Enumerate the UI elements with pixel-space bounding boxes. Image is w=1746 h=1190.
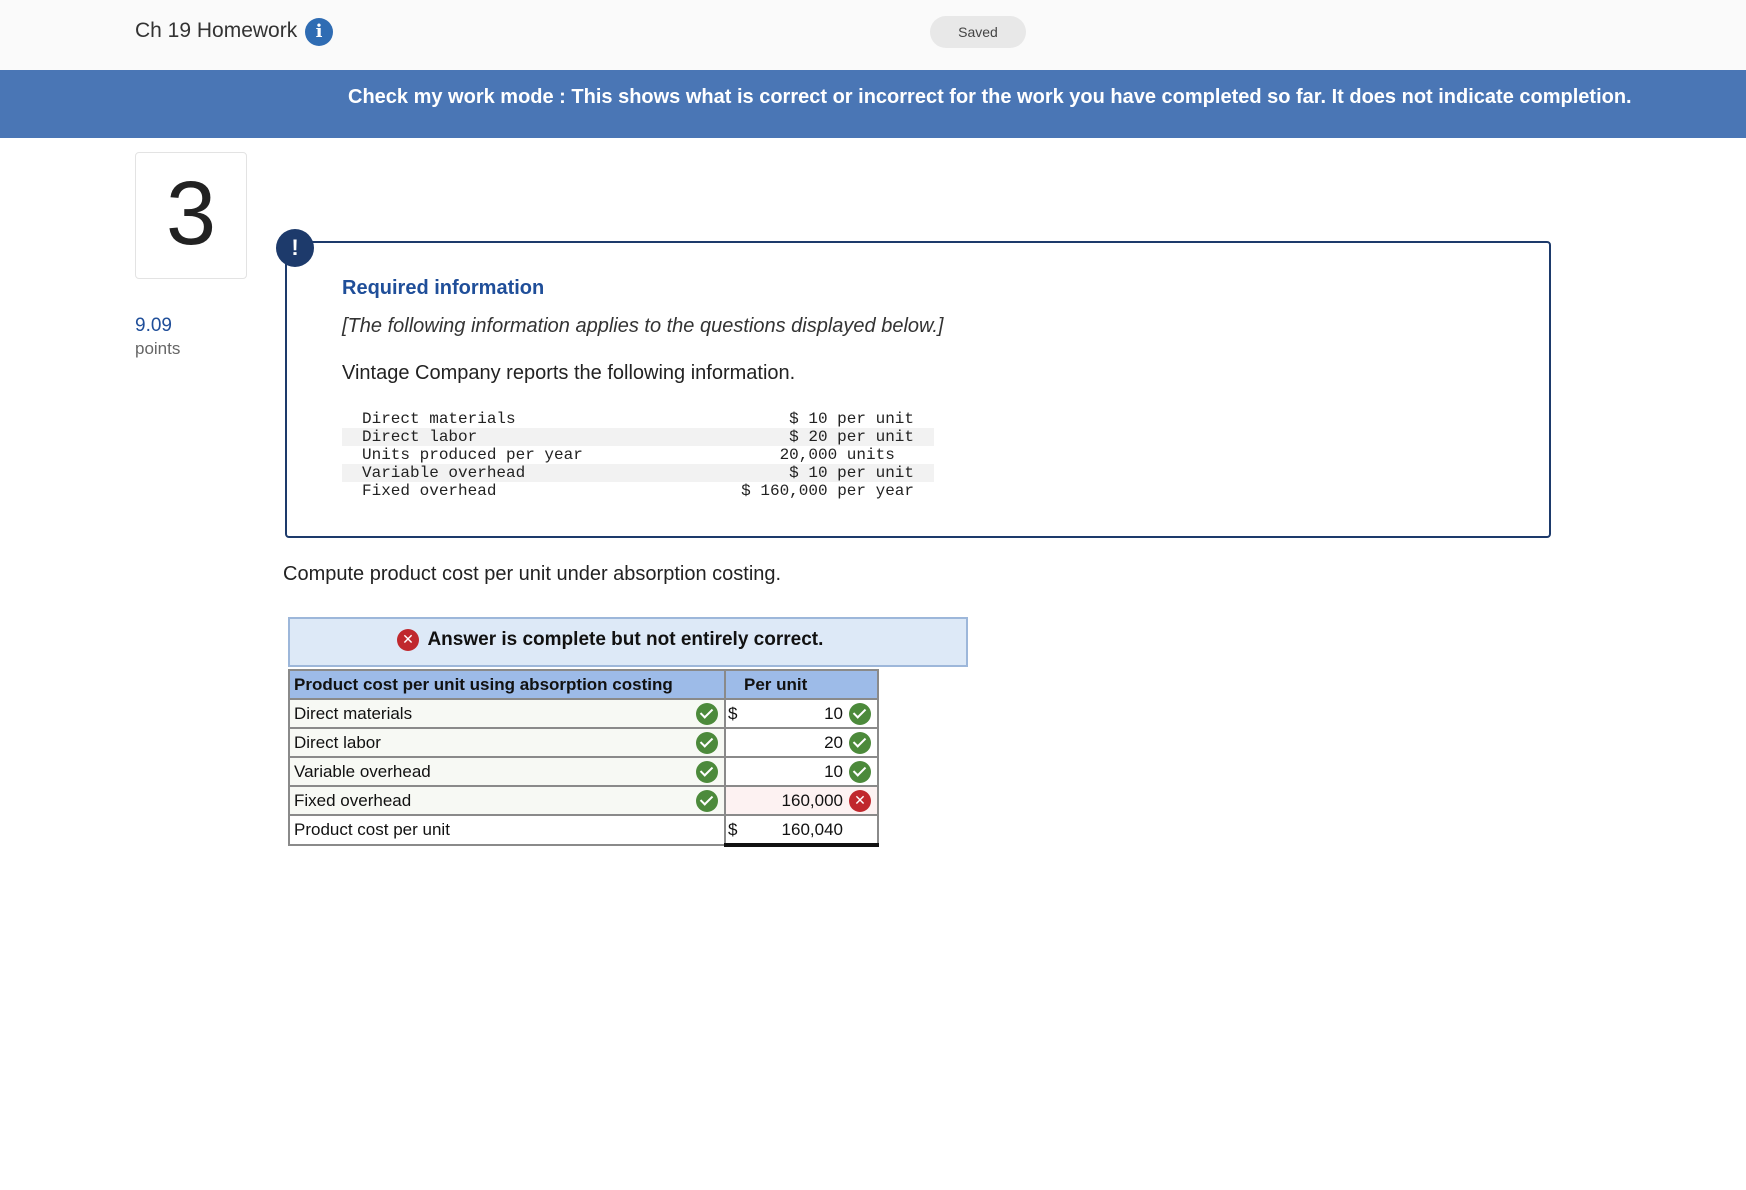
table-header-row [289,670,878,699]
value-input[interactable]: 10 [824,762,843,781]
value-input-cell[interactable] [725,699,878,728]
total-label: Product cost per unit [294,820,450,839]
info-row-value: $ 10 per unit [789,464,914,482]
info-row-value: 20,000 units [779,446,914,464]
row-label: Direct labor [294,733,381,752]
points-value: 9.09 [135,315,172,336]
row-label-cell[interactable] [289,757,725,786]
table-row [289,728,878,757]
table-total-row [289,815,878,845]
row-label-cell[interactable] [289,699,725,728]
info-row [342,446,934,464]
table-row [289,699,878,728]
column-header-per-unit: Per unit [725,670,878,699]
check-circle-icon [696,761,718,783]
points-label: points [135,339,181,358]
row-label: Fixed overhead [294,791,412,810]
value-input-cell[interactable] [725,728,878,757]
total-label-cell [289,815,725,845]
info-icon[interactable]: i [305,18,333,46]
check-circle-icon [696,703,718,725]
info-row-label: Direct materials [362,410,516,428]
assignment-title: Ch 19 Homework [135,19,298,42]
check-circle-icon [849,732,871,754]
check-my-work-banner [0,70,1746,138]
value-input[interactable]: 160,000 [781,791,843,810]
answer-result-banner [288,617,968,667]
value-input-cell[interactable] [725,757,878,786]
row-label: Variable overhead [294,762,431,781]
info-row [342,428,934,446]
question-number: 3 [165,164,217,264]
exclamation-icon: ! [276,229,314,267]
required-info-intro: Vintage Company reports the following information. [342,362,796,384]
required-info-title: Required information [342,277,545,299]
required-info-note: [The following information applies to the questions displayed below.] [342,315,944,337]
x-circle-icon: ✕ [849,790,871,812]
info-row [342,410,934,428]
info-row-value: $ 20 per unit [789,428,914,446]
currency-symbol: $ [728,820,738,839]
saved-status-badge: Saved [930,16,1026,48]
question-number-box [135,152,247,279]
info-row [342,482,934,500]
question-prompt: Compute product cost per unit under absorption costing. [283,563,782,585]
info-row-label: Units produced per year [362,446,583,464]
column-header-label: Product cost per unit using absorption costing [289,670,725,699]
x-circle-icon: ✕ [397,629,419,651]
table-row [289,757,878,786]
check-circle-icon [849,703,871,725]
info-row-label: Direct labor [362,428,478,446]
banner-text: Check my work mode : This shows what is correct or incorrect for the work you have completed so far. It does not indicate completion. [348,86,1632,108]
info-row-label: Fixed overhead [362,482,497,500]
row-label-cell[interactable] [289,728,725,757]
check-circle-icon [849,761,871,783]
info-row [342,464,934,482]
total-value: 160,040 [781,820,843,839]
currency-symbol: $ [728,704,738,723]
total-value-cell [725,815,878,845]
value-input[interactable]: 10 [824,704,843,723]
value-input-cell[interactable] [725,786,878,815]
row-label-cell[interactable] [289,786,725,815]
result-message: Answer is complete but not entirely correct. [427,629,824,650]
answer-table [288,669,879,847]
check-circle-icon [696,790,718,812]
value-input[interactable]: 20 [824,733,843,752]
table-row [289,786,878,815]
check-circle-icon [696,732,718,754]
info-row-value: $ 10 per unit [789,410,914,428]
top-bar [0,0,1746,70]
info-row-label: Variable overhead [362,464,526,482]
row-label: Direct materials [294,704,413,723]
info-row-value: $ 160,000 per year [741,482,914,500]
